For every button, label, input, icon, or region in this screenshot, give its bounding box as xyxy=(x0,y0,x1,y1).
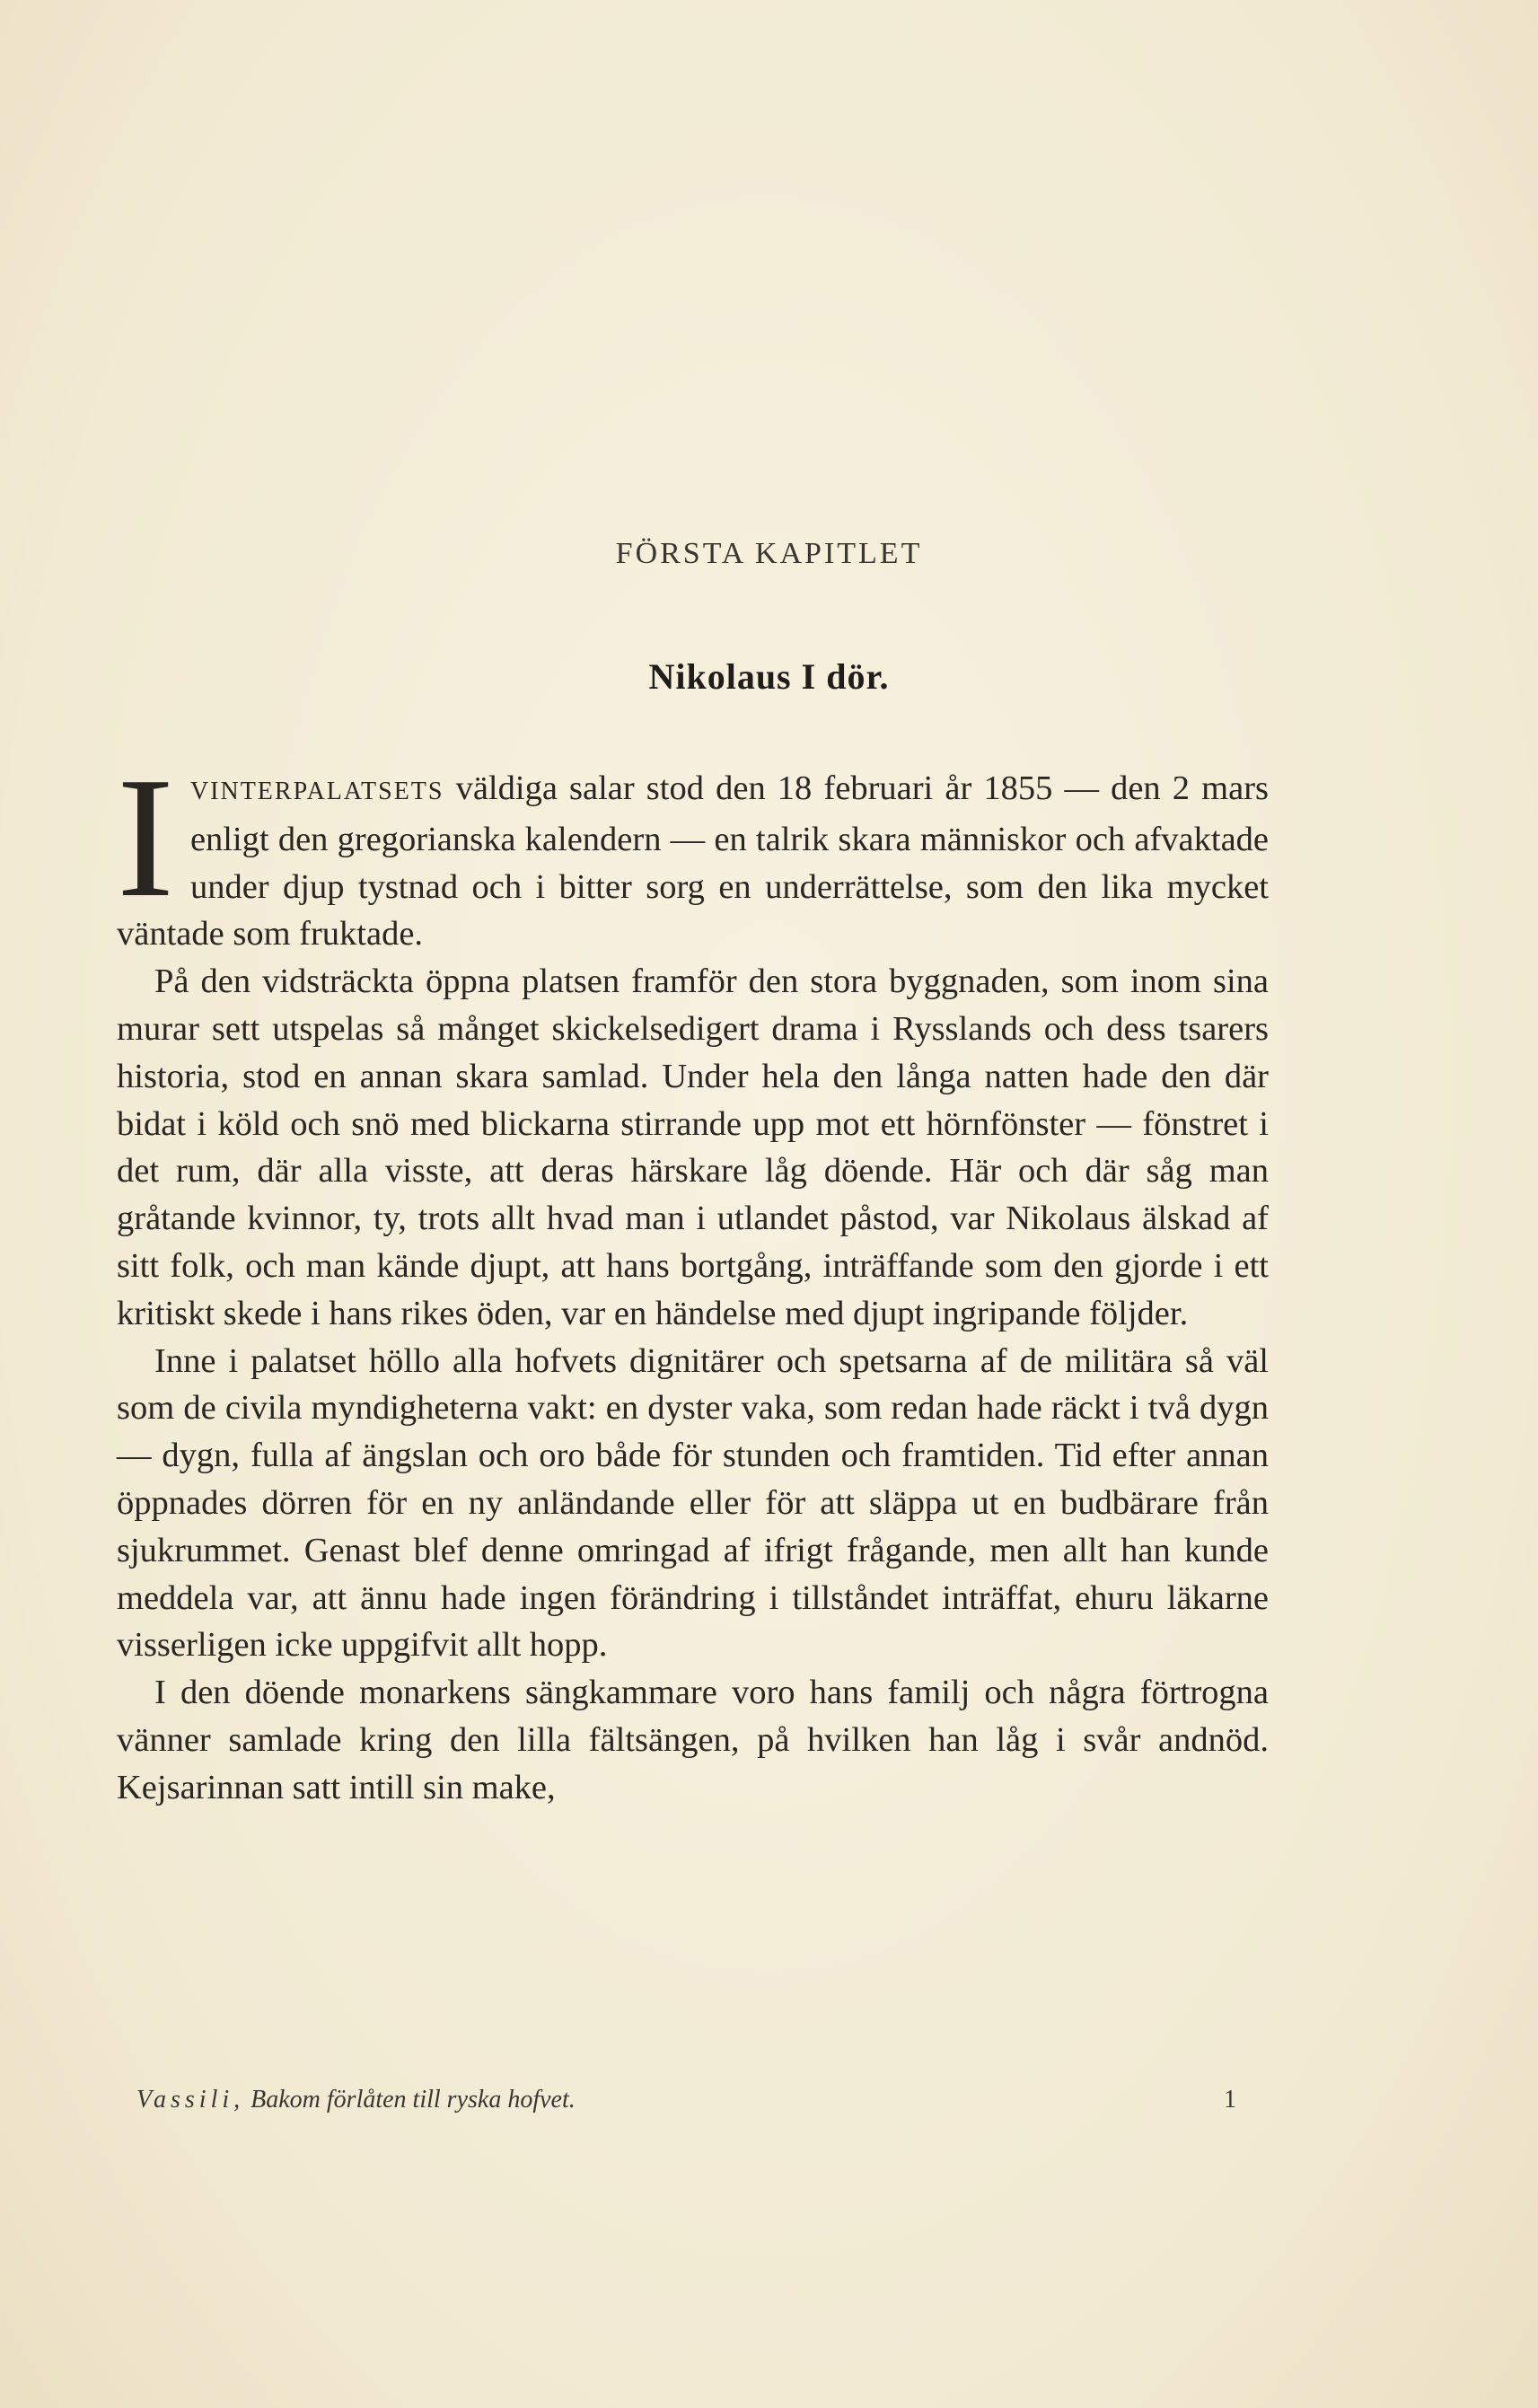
page-footer xyxy=(136,2086,1236,2114)
chapter-title: Nikolaus I dör. xyxy=(648,656,890,697)
paragraph-4: I den döende monarkens sängkammare voro hans familj och några förtrogna vänner samlade kring den lilla fältsängen, på hvilken han låg i svår andnöd. Kejsarinnan satt intill sin make, xyxy=(117,1674,1269,1806)
footer-author: Vassili, xyxy=(136,2086,245,2114)
chapter-heading: FÖRSTA KAPITLET xyxy=(615,537,923,570)
paragraph-2: På den vidsträckta öppna platsen framför den stora byggnaden, som inom sina murar sett utspelas så månget skickelsedigert drama i Rysslands och dess tsarers historia, stod en annan skara samlad. Under hela den långa natten hade den där bidat i köld och snö med blickarna stirrande upp mot ett hörnfönster — fönstret i det rum, där alla visste, att deras härskare låg döende. Här och där såg man gråtande kvinnor, ty, trots allt hvad man i utlandet påstod, var Nikolaus älskad af sitt folk, och man kände djupt, att hans bortgång, inträffande som den gjorde i ett kritiskt skede i hans rikes öden, var en händelse med djupt ingripande följder. xyxy=(117,962,1269,1332)
page-number: 1 xyxy=(1224,2086,1236,2114)
opening-smallcaps: VINTERPALATSETS xyxy=(189,778,444,805)
paragraph-1-text: väldiga salar stod den 18 februari år 1855 — den 2 mars enligt den gregorianska kalendern — en talrik skara människor och afvaktade under djup tystnad och i bitter sorg en underrättelse, som den lika mycket väntade som fruktade. xyxy=(117,769,1269,954)
paragraph-3: Inne i palatset höllo alla hofvets dignitärer och spetsarna af de militära så väl som de civila myndigheterna vakt: en dyster vaka, som redan hade räckt i två dygn — dygn, fulla af ängslan och oro både för stunden och framtiden. Tid efter annan öppnades dörren för en ny anländande eller för att släppa ut en budbärare från sjukrummet. Genast blef denne omringad af ifrigt frågande, men allt han kunde meddela var, att ännu hade ingen förändring i tillståndet inträffat, ehuru läkarne visserligen icke uppgifvit allt hopp. xyxy=(117,1341,1269,1665)
drop-cap: I xyxy=(117,742,174,933)
footer-book-title: Bakom förlåten till ryska hofvet. xyxy=(250,2086,576,2114)
paragraph-1 xyxy=(117,742,1269,958)
body-text xyxy=(117,742,1269,1812)
